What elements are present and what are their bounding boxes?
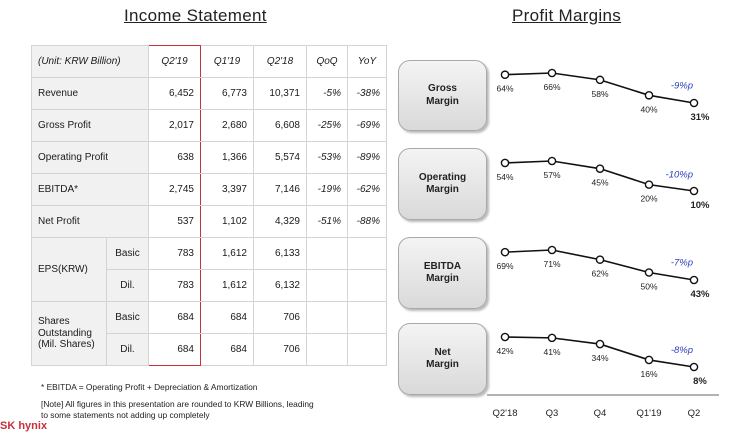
value-yoy: -89% xyxy=(348,142,387,174)
data-label: 62% xyxy=(591,268,609,279)
row-label: Revenue xyxy=(32,78,149,110)
data-point xyxy=(501,71,508,78)
data-point xyxy=(690,99,697,106)
data-label: 43% xyxy=(690,289,710,300)
value-q2-18: 6,608 xyxy=(254,110,307,142)
eps-dil-label: Dil. xyxy=(107,270,149,302)
empty-cell xyxy=(307,238,348,270)
data-point xyxy=(645,269,652,276)
unit-label: (Unit: KRW Billion) xyxy=(32,46,149,78)
eps-basic-label: Basic xyxy=(107,238,149,270)
data-label: 66% xyxy=(543,82,561,92)
shares-label: Shares Outstanding (Mil. Shares) xyxy=(32,302,107,366)
data-label: 42% xyxy=(496,346,514,356)
value-yoy: -38% xyxy=(348,78,387,110)
col-header-q1-19: Q1'19 xyxy=(201,46,254,78)
data-point xyxy=(596,256,603,263)
value-q2-18: 4,329 xyxy=(254,206,307,238)
table-header-row xyxy=(32,46,387,78)
value-q2-19: 638 xyxy=(149,142,201,174)
data-point xyxy=(548,246,555,253)
value-q2-19: 783 xyxy=(149,270,201,302)
empty-cell xyxy=(307,270,348,302)
value-q2-18: 6,133 xyxy=(254,238,307,270)
data-label: 69% xyxy=(496,261,514,272)
x-tick-label: Q3 xyxy=(545,408,559,419)
gross-margin-box: Gross Margin xyxy=(398,60,487,131)
data-label: 34% xyxy=(591,353,609,364)
data-point xyxy=(690,276,697,283)
value-q1-19: 684 xyxy=(201,302,254,334)
table-row xyxy=(32,174,387,206)
value-q2-19: 684 xyxy=(149,302,201,334)
value-qoq: -19% xyxy=(307,174,348,206)
data-label: 45% xyxy=(591,177,609,188)
income-statement-table xyxy=(31,45,387,366)
table-row xyxy=(32,142,387,174)
data-point xyxy=(690,187,697,194)
value-qoq: -25% xyxy=(307,110,348,142)
ebitda-footnote: * EBITDA = Operating Profit + Depreciation & Amortization xyxy=(41,382,258,392)
income-statement-title: Income Statement xyxy=(124,6,267,25)
x-tick-label: Q2'18 xyxy=(492,408,518,419)
value-yoy: -69% xyxy=(348,110,387,142)
x-tick-label: Q1'19 xyxy=(636,408,662,419)
change-label: -9%p xyxy=(670,80,693,92)
col-header-q2-18: Q2'18 xyxy=(254,46,307,78)
value-q1-19: 3,397 xyxy=(201,174,254,206)
operating-margin-box: Operating Margin xyxy=(398,148,487,220)
value-q2-18: 7,146 xyxy=(254,174,307,206)
value-q1-19: 684 xyxy=(201,334,254,366)
net-margin-box: Net Margin xyxy=(398,323,487,395)
data-label: 8% xyxy=(693,376,707,387)
value-qoq: -5% xyxy=(307,78,348,110)
table-row-shares-basic xyxy=(32,302,387,334)
value-qoq: -53% xyxy=(307,142,348,174)
empty-cell xyxy=(348,270,387,302)
data-label: 41% xyxy=(543,346,561,357)
change-label: -10%p xyxy=(665,169,693,181)
data-label: 54% xyxy=(496,171,514,182)
col-header-qoq: QoQ xyxy=(307,46,348,78)
data-point xyxy=(596,76,603,83)
value-q2-18: 706 xyxy=(254,302,307,334)
data-label: 16% xyxy=(640,368,658,379)
row-label: Gross Profit xyxy=(32,110,149,142)
value-q1-19: 1,366 xyxy=(201,142,254,174)
change-label: -8%p xyxy=(670,344,693,356)
value-q2-19: 684 xyxy=(149,334,201,366)
data-label: 31% xyxy=(690,112,710,123)
data-point xyxy=(501,249,508,256)
sk-hynix-logo: SK hynix xyxy=(0,420,48,432)
row-label: EBITDA* xyxy=(32,174,149,206)
table-row xyxy=(32,110,387,142)
value-q2-18: 10,371 xyxy=(254,78,307,110)
value-q2-18: 706 xyxy=(254,334,307,366)
value-yoy: -88% xyxy=(348,206,387,238)
value-q1-19: 1,612 xyxy=(201,270,254,302)
data-point xyxy=(548,69,555,76)
col-header-yoy: YoY xyxy=(348,46,387,78)
eps-label: EPS(KRW) xyxy=(32,238,107,302)
data-point xyxy=(645,356,652,363)
data-label: 64% xyxy=(496,83,514,94)
data-point xyxy=(501,333,508,340)
x-tick-label: Q2 xyxy=(687,408,701,419)
change-label: -7%p xyxy=(670,257,693,269)
data-point xyxy=(548,157,555,164)
profit-margins-title: Profit Margins xyxy=(512,6,622,25)
empty-cell xyxy=(307,334,348,366)
value-q1-19: 6,773 xyxy=(201,78,254,110)
data-label: 20% xyxy=(640,193,658,204)
empty-cell xyxy=(307,302,348,334)
value-yoy: -62% xyxy=(348,174,387,206)
rounding-note-line2: to some statements not adding up completely xyxy=(41,410,210,420)
data-point xyxy=(645,181,652,188)
shares-basic-label: Basic xyxy=(107,302,149,334)
empty-cell xyxy=(348,302,387,334)
data-label: 50% xyxy=(640,281,658,292)
value-q1-19: 2,680 xyxy=(201,110,254,142)
table-row xyxy=(32,78,387,110)
data-label: 57% xyxy=(543,170,561,180)
empty-cell xyxy=(348,238,387,270)
value-q2-18: 6,132 xyxy=(254,270,307,302)
shares-dil-label: Dil. xyxy=(107,334,149,366)
value-q2-19: 2,745 xyxy=(149,174,201,206)
value-q1-19: 1,102 xyxy=(201,206,254,238)
data-point xyxy=(596,165,603,172)
value-q2-19: 6,452 xyxy=(149,78,201,110)
data-point xyxy=(690,363,697,370)
value-qoq: -51% xyxy=(307,206,348,238)
data-label: 10% xyxy=(690,200,710,211)
value-q2-19: 2,017 xyxy=(149,110,201,142)
row-label: Net Profit xyxy=(32,206,149,238)
x-tick-label: Q4 xyxy=(593,408,607,419)
data-point xyxy=(645,92,652,99)
value-q2-18: 5,574 xyxy=(254,142,307,174)
empty-cell xyxy=(348,334,387,366)
value-q2-19: 537 xyxy=(149,206,201,238)
data-label: 40% xyxy=(640,104,658,115)
profit-margins-chart xyxy=(487,55,719,431)
rounding-note-line1: [Note] All figures in this presentation are rounded to KRW Billions, leading xyxy=(41,399,314,409)
data-label: 71% xyxy=(543,259,561,269)
table-row xyxy=(32,206,387,238)
data-label: 58% xyxy=(591,88,609,99)
row-label: Operating Profit xyxy=(32,142,149,174)
col-header-q2-19: Q2'19 xyxy=(149,46,201,78)
ebitda-margin-box: EBITDA Margin xyxy=(398,237,487,309)
data-point xyxy=(548,334,555,341)
value-q1-19: 1,612 xyxy=(201,238,254,270)
value-q2-19: 783 xyxy=(149,238,201,270)
data-point xyxy=(596,340,603,347)
table-row-eps-basic xyxy=(32,238,387,270)
data-point xyxy=(501,159,508,166)
